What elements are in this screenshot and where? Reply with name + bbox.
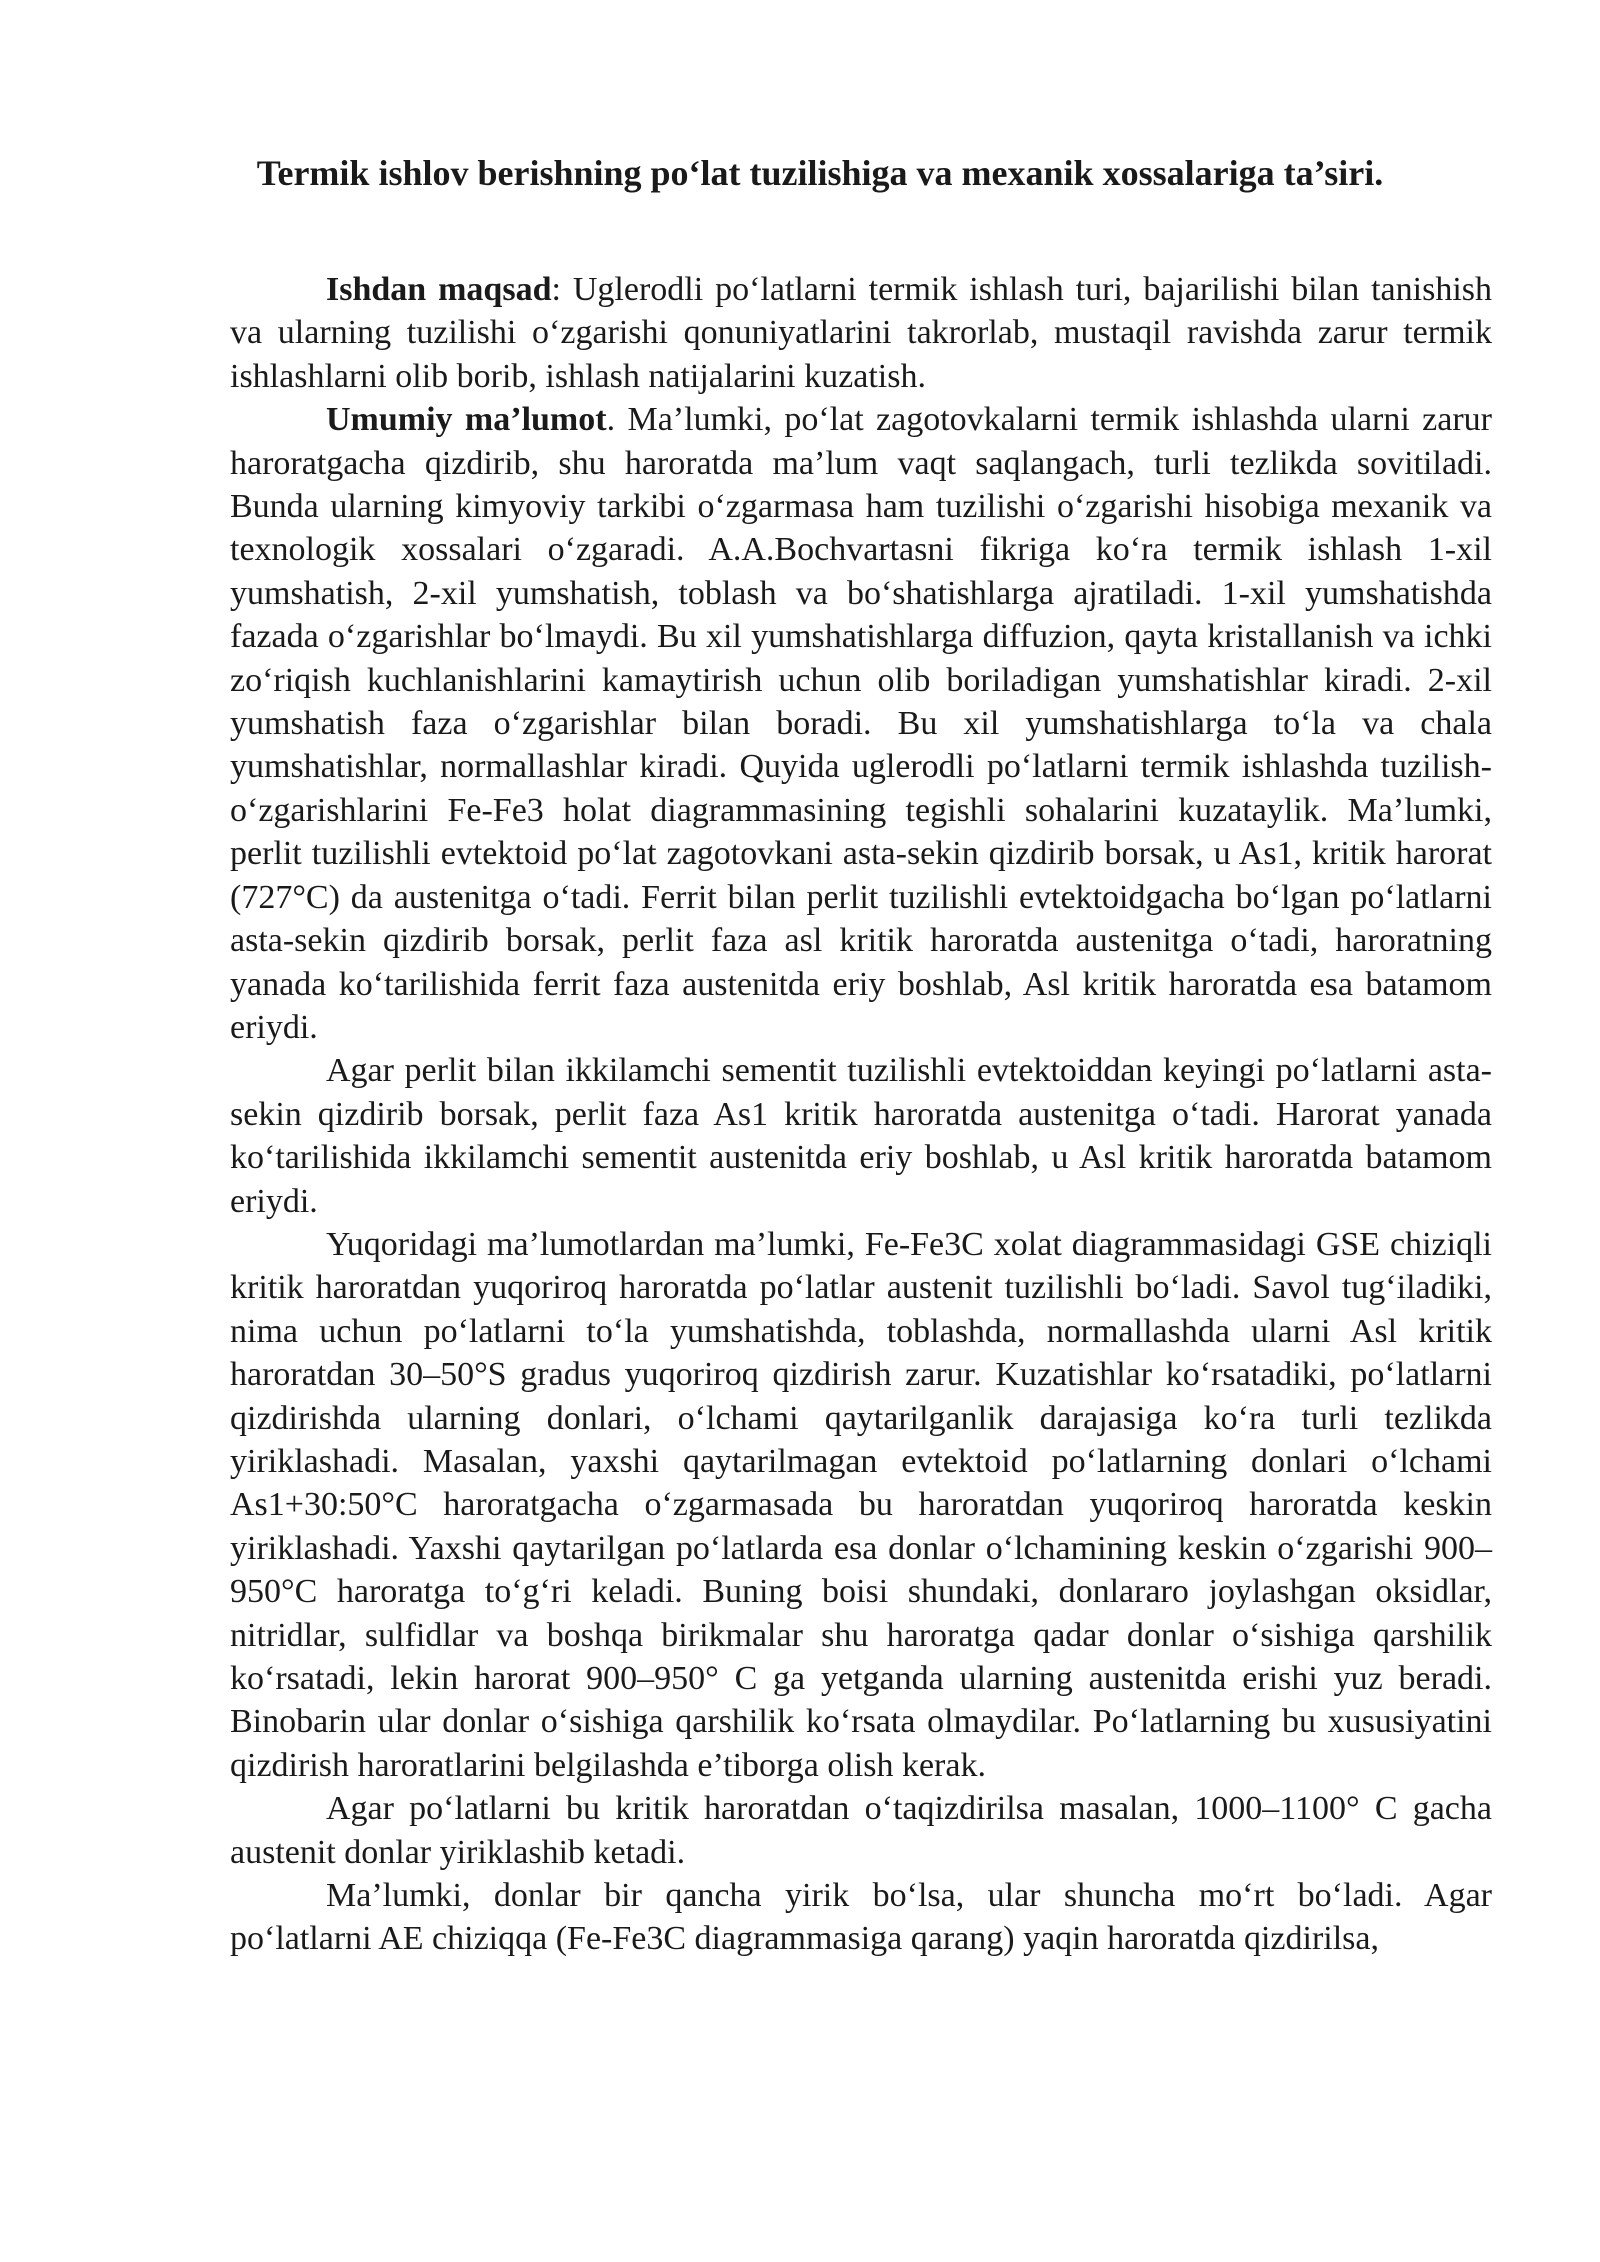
paragraph bbox=[230, 1223, 1492, 1787]
paragraph bbox=[230, 1874, 1492, 1961]
paragraph bbox=[230, 1049, 1492, 1223]
paragraph-text: Agar po‘latlarni bu kritik haroratdan o‘taqizdirilsa masalan, 1000–1100° C gacha austenit donlar yiriklashib ketadi. bbox=[230, 1790, 1492, 1871]
paragraph-text: Agar perlit bilan ikkilamchi sementit tuzilishli evtektoiddan keyingi po‘latlarni asta-sekin qizdirib borsak, perlit faza As1 kritik haroratda austenitga o‘tadi. Harorat yanada ko‘tarilishida ikkilamchi sementit austenitda eriy boshlab, u Asl kritik haroratda batamom eriydi. bbox=[230, 1052, 1492, 1220]
paragraph bbox=[230, 1787, 1492, 1874]
paragraph-lead: Umumiy ma’lumot bbox=[326, 401, 607, 439]
paragraph-text: Yuqoridagi ma’lumotlardan ma’lumki, Fe-Fe3C xolat diagrammasidagi GSE chiziqli kritik haroratdan yuqoriroq haroratda po‘latlar austenit tuzilishli bo‘ladi. Savol tug‘iladiki, nima uchun po‘latlarni to‘la yumshatishda, toblashda, normallashda ularni Asl kritik haroratdan 30–50°S gradus yuqoriroq qizdirish zarur. Kuzatishlar ko‘rsatadiki, po‘latlarni qizdirishda ularning donlari, o‘lchami qaytarilganlik darajasiga ko‘ra turli tezlikda yiriklashadi. Masalan, yaxshi qaytarilmagan evtektoid po‘latlarning donlari o‘lchami As1+30:50°C haroratgacha o‘zgarmasada bu haroratdan yuqoriroq haroratda keskin yiriklashadi. Yaxshi qaytarilgan po‘latlarda esa donlar o‘lchamining keskin o‘zgarishi 900–950°C haroratga to‘g‘ri keladi. Buning boisi shundaki, donlararo joylashgan oksidlar, nitridlar, sulfidlar va boshqa birikmalar shu haroratga qadar donlar o‘sishiga qarshilik ko‘rsatadi, lekin harorat 900–950° C ga yetganda ularning austenitda erishi yuz beradi. Binobarin ular donlar o‘sishiga qarshilik ko‘rsata olmaydilar. Po‘latlarning bu xususiyatini qizdirish haroratlarini belgilashda e’tiborga olish kerak. bbox=[230, 1225, 1492, 1784]
paragraph-objective bbox=[230, 268, 1492, 398]
paragraph-text: : Uglerodli po‘latlarni termik ishlash turi, bajarilishi bilan tanishish va ularning tuzilishi o‘zgarishi qonuniyatlarini takrorlab, mustaqil ravishda zarur termik ishlashlarni olib borib, ishlash natijalarini kuzatish. bbox=[230, 271, 1493, 395]
document-title: Termik ishlov berishning po‘lat tuzilishiga va mexanik xossalariga ta’siri. bbox=[256, 153, 1384, 193]
paragraph-general-info bbox=[230, 398, 1492, 1049]
document-body bbox=[230, 268, 1492, 1961]
paragraph-text: . Ma’lumki, po‘lat zagotovkalarni termik ishlashda ularni zarur haroratgacha qizdirib, shu haroratda ma’lum vaqt saqlangach, turli tezlikda sovitiladi. Bunda ularning kimyoviy tarkibi o‘zgarmasa ham tuzilishi o‘zgarishi hisobiga mexanik va texnologik xossalari o‘zgaradi. A.A.Bochvartasni fikriga ko‘ra termik ishlash 1-xil yumshatish, 2-xil yumshatish, toblash va bo‘shatishlarga ajratiladi. 1-xil yumshatishda fazada o‘zgarishlar bo‘lmaydi. Bu xil yumshatishlarga diffuzion, qayta kristallanish va ichki zo‘riqish kuchlanishlarini kamaytirish uchun olib boriladigan yumshatishlar kiradi. 2-xil yumshatish faza o‘zgarishlar bilan boradi. Bu xil yumshatishlarga to‘la va chala yumshatishlar, normallashlar kiradi. Quyida uglerodli po‘latlarni termik ishlashda tuzilish-o‘zgarishlarini Fe-Fe3 holat diagrammasining tegishli sohalarini kuzataylik. Ma’lumki, perlit tuzilishli evtektoid po‘lat zagotovkani asta-sekin qizdirib borsak, u As1, kritik harorat (727°C) da austenitga o‘tadi. Ferrit bilan perlit tuzilishli evtektoidgacha bo‘lgan po‘latlarni asta-sekin qizdirib borsak, perlit faza asl kritik haroratda austenitga o‘tadi, haroratning yanada ko‘tarilishida ferrit faza austenitda eriy boshlab, Asl kritik haroratda esa batamom eriydi. bbox=[230, 401, 1493, 1046]
paragraph-text: Ma’lumki, donlar bir qancha yirik bo‘lsa, ular shuncha mo‘rt bo‘ladi. Agar po‘latlarni AE chiziqqa (Fe-Fe3C diagrammasiga qarang) yaqin haroratda qizdirilsa, bbox=[230, 1877, 1492, 1958]
paragraph-lead: Ishdan maqsad bbox=[326, 271, 552, 308]
